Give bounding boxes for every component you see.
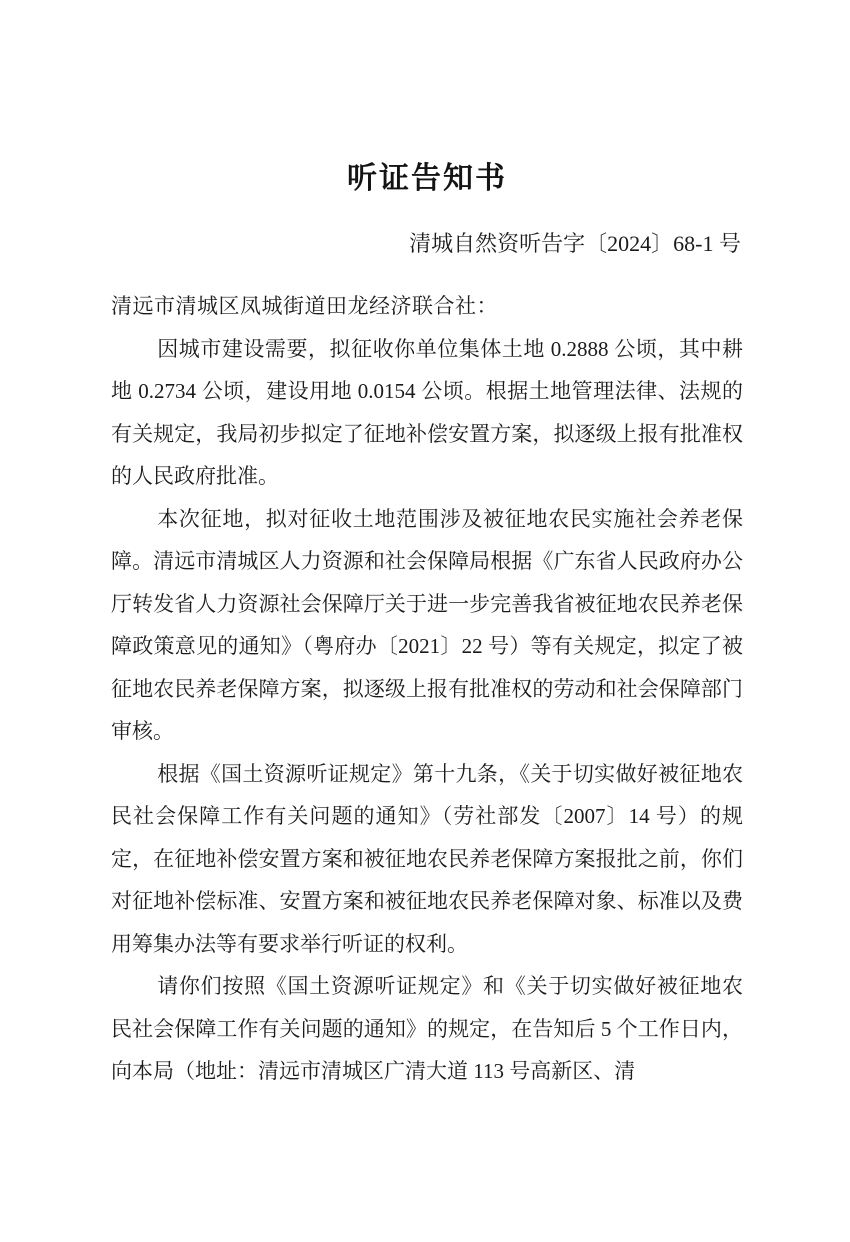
document-body <box>111 285 743 1093</box>
document-title: 听证告知书 <box>347 162 507 195</box>
body-paragraph-1: 因城市建设需要，拟征收你单位集体土地 0.2888 公顷，其中耕地 0.2734 公顷，建设用地 0.0154 公顷。根据土地管理法律、法规的有关规定，我局初步拟定了征地补偿安置方案，拟逐级上报有批准权的人民政府批准。 <box>111 336 743 488</box>
recipient-salutation: 清远市清城区凤城街道田龙经济联合社： <box>111 294 498 318</box>
body-paragraph-3: 根据《国土资源听证规定》第十九条，《关于切实做好被征地农民社会保障工作有关问题的通知》（劳社部发〔2007〕14 号）的规定，在征地补偿安置方案和被征地农民养老保障方案报批之前，你们对征地补偿标准、安置方案和被征地农民养老保障对象、标准以及费用筹集办法等有要求举行听证的权利。 <box>111 761 743 956</box>
document-number: 清城自然资听告字〔2024〕68-1 号 <box>409 231 741 256</box>
body-paragraph-4: 请你们按照《国土资源听证规定》和《关于切实做好被征地农民社会保障工作有关问题的通知》的规定，在告知后 5 个工作日内，向本局（地址：清远市清城区广清大道 113 号高新区、清 <box>111 974 743 1083</box>
body-paragraph-2: 本次征地，拟对征收土地范围涉及被征地农民实施社会养老保障。清远市清城区人力资源和社会保障局根据《广东省人民政府办公厅转发省人力资源社会保障厅关于进一步完善我省被征地农民养老保障政策意见的通知》（粤府办〔2021〕22 号）等有关规定，拟定了被征地农民养老保障方案，拟逐级上报有批准权的劳动和社会保障部门审核。 <box>111 506 743 743</box>
